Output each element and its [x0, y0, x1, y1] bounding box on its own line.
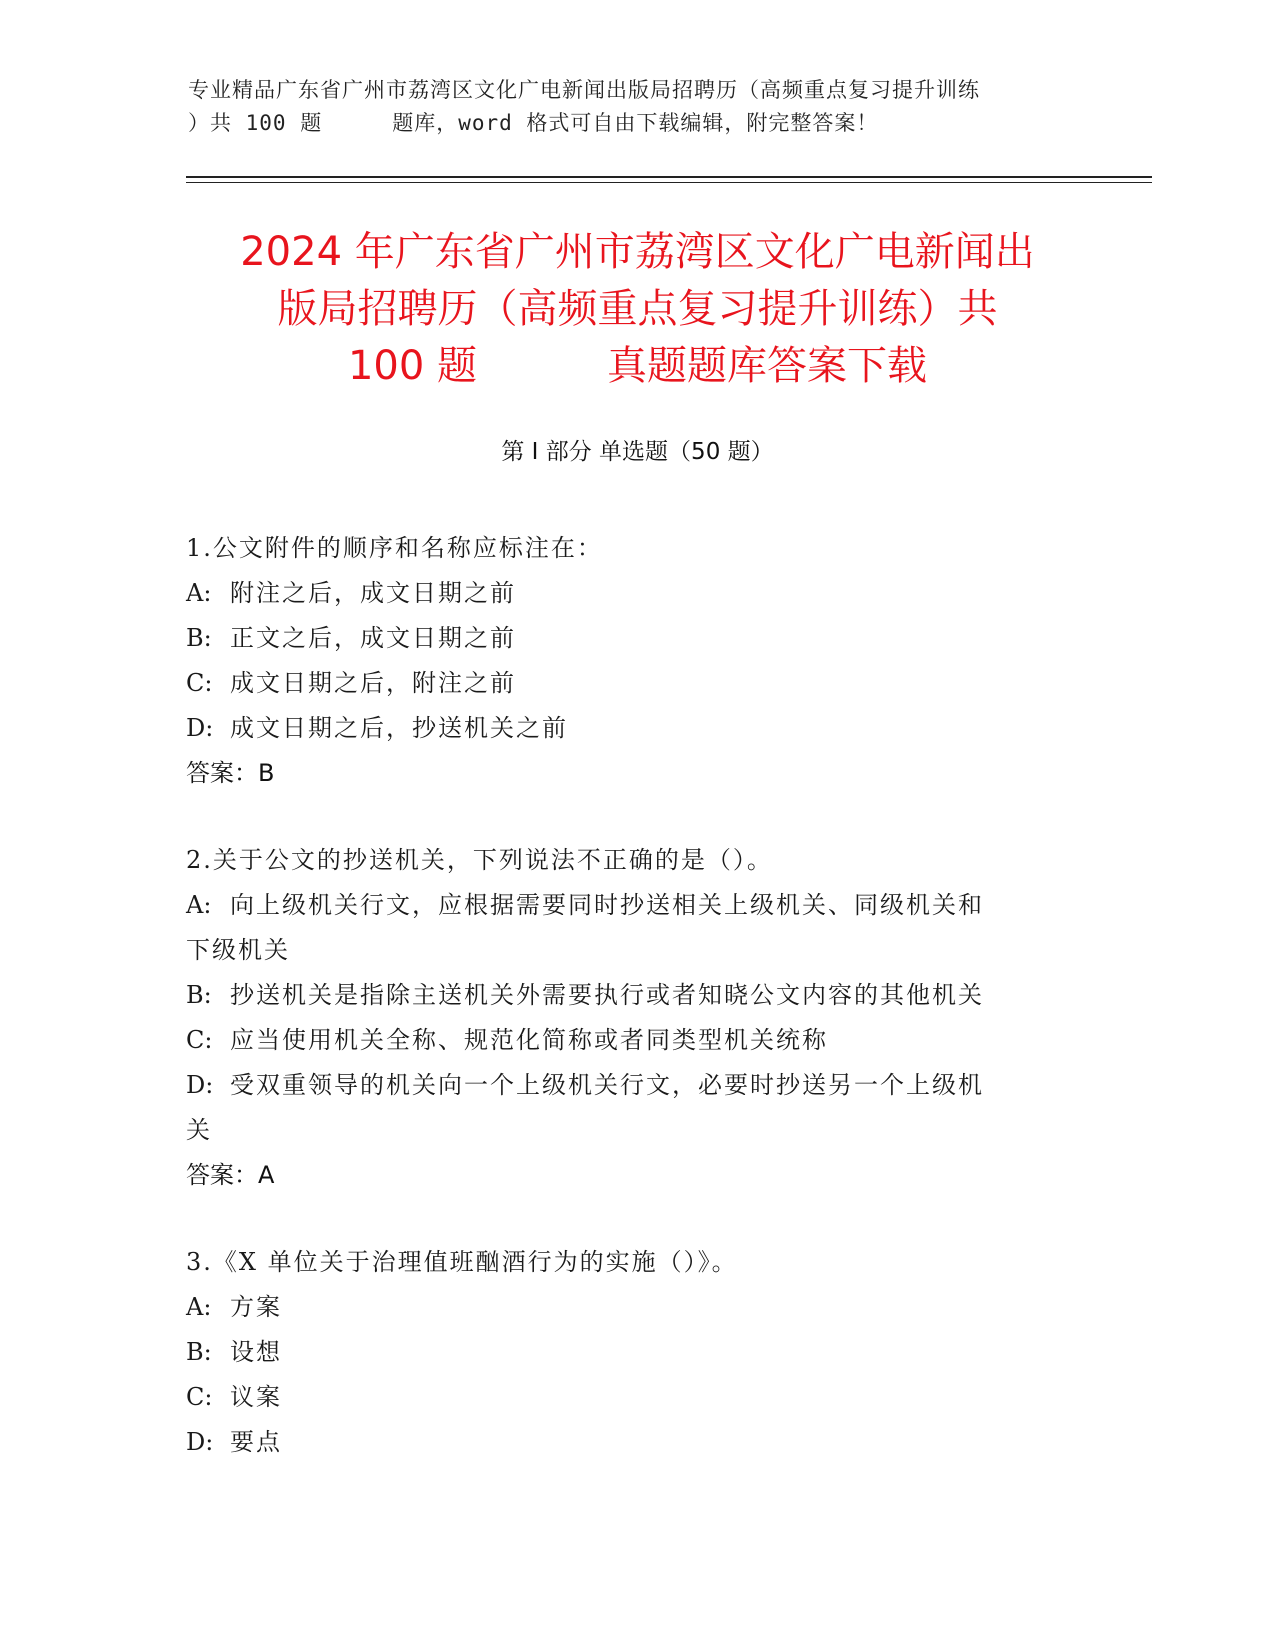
header-divider-thick [186, 176, 1152, 178]
option-letter: B: [186, 981, 212, 1009]
option-text: 成文日期之后，附注之前 [230, 669, 516, 697]
title-line-3-end: 真题题库答案下载 [607, 343, 928, 389]
option-d [186, 706, 1086, 751]
header-line-2-end: 题库，word 格式可自由下载编辑，附完整答案！ [392, 111, 879, 135]
option-text: 设想 [230, 1338, 282, 1366]
question-3 [186, 1240, 1086, 1465]
option-b [186, 616, 1086, 661]
header-line-2 [188, 107, 1088, 140]
option-a [186, 883, 1086, 928]
title-line-3 [150, 338, 1125, 395]
title-line-3-start: 100 题 [347, 343, 478, 389]
option-b [186, 973, 1086, 1018]
option-letter: A: [186, 579, 212, 607]
option-text: 议案 [230, 1383, 282, 1411]
option-letter: C: [186, 1026, 213, 1054]
option-c [186, 661, 1086, 706]
option-text: 向上级机关行文，应根据需要同时抄送相关上级机关、同级机关和 [230, 891, 984, 919]
option-c [186, 1018, 1086, 1063]
header-divider-thin [186, 182, 1152, 183]
question-2 [186, 838, 1086, 1198]
option-d-continued: 关 [186, 1116, 212, 1144]
option-letter: D: [186, 1428, 214, 1456]
option-text: 应当使用机关全称、规范化简称或者同类型机关统称 [230, 1026, 828, 1054]
option-letter: C: [186, 1383, 213, 1411]
question-stem: 3.《X 单位关于治理值班酗酒行为的实施（）》。 [186, 1248, 738, 1276]
option-text: 方案 [230, 1293, 282, 1321]
option-letter: B: [186, 1338, 212, 1366]
option-letter: B: [186, 624, 212, 652]
header-line-2-start: ）共 100 题 [188, 111, 323, 135]
option-d [186, 1063, 1086, 1108]
option-letter: D: [186, 714, 214, 742]
option-letter: D: [186, 1071, 214, 1099]
option-b [186, 1330, 1086, 1375]
option-text: 成文日期之后，抄送机关之前 [230, 714, 568, 742]
option-text: 附注之后，成文日期之前 [230, 579, 516, 607]
title-line-1: 2024 年广东省广州市荔湾区文化广电新闻出 [240, 229, 1035, 275]
option-a [186, 1285, 1086, 1330]
option-letter: A: [186, 891, 212, 919]
question-1 [186, 526, 1086, 796]
option-text: 抄送机关是指除主送机关外需要执行或者知晓公文内容的其他机关 [230, 981, 984, 1009]
option-a-continued: 下级机关 [186, 936, 290, 964]
document-header [188, 74, 1088, 140]
answer-line: 答案：B [186, 759, 275, 787]
question-stem: 2.关于公文的抄送机关，下列说法不正确的是（）。 [186, 846, 773, 874]
answer-line: 答案：A [186, 1161, 275, 1189]
question-list [186, 526, 1086, 1507]
option-text: 要点 [230, 1428, 282, 1456]
document-title [150, 224, 1125, 395]
option-text: 受双重领导的机关向一个上级机关行文，必要时抄送另一个上级机 [230, 1071, 984, 1099]
option-letter: A: [186, 1293, 212, 1321]
header-line-1: 专业精品广东省广州市荔湾区文化广电新闻出版局招聘历（高频重点复习提升训练 [188, 78, 980, 102]
option-text: 正文之后，成文日期之前 [230, 624, 516, 652]
option-d [186, 1420, 1086, 1465]
title-line-2: 版局招聘历（高频重点复习提升训练）共 [277, 286, 998, 332]
option-c [186, 1375, 1086, 1420]
option-letter: C: [186, 669, 213, 697]
option-a [186, 571, 1086, 616]
question-stem: 1.公文附件的顺序和名称应标注在： [186, 534, 603, 562]
section-heading: 第 I 部分 单选题（50 题） [501, 439, 774, 465]
